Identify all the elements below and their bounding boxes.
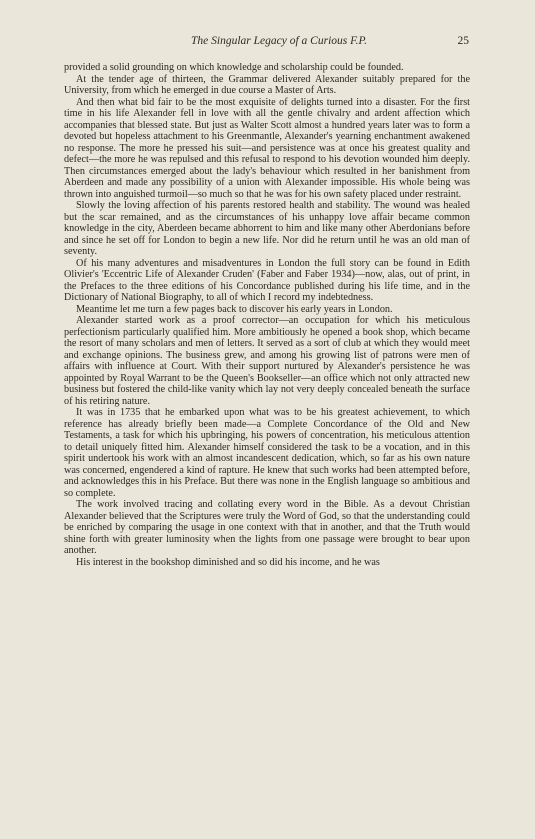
paragraph: Slowly the loving affection of his parents restored health and stability. The wound was healed but the scar remained, and as the circumstances of his unhappy love affair became common knowledge in the city, Aberdeen became abhorrent to him and like many other Aberdonians before and since he set off for London to begin a new life. Nor did he return until he was an old man of seventy. xyxy=(64,200,470,257)
paragraph: The work involved tracing and collating every word in the Bible. As a devout Christian Alexander believed that the Scriptures were truly the Word of God, so that the understanding could be enriched by comparing the usage in one context with that in another, and that the Truth would shine forth with greater luminosity when the lights from one passage were brought to bear upon another. xyxy=(64,499,470,556)
running-title: The Singular Legacy of a Curious F.P. xyxy=(191,35,367,47)
paragraph: It was in 1735 that he embarked upon what was to be his greatest achievement, to which reference has already briefly been made—a Complete Concordance of the Old and New Testaments, a task for which his upbringing, his powers of concentration, his meticulous attention to detail uniquely fitted him. Alexander himself considered the task to be a vocation, and in this spirit undertook his work with an almost incandescent dedication, which, so far as his own nature was concerned, engendered a kind of rapture. He knew that such works had been attempted before, and acknowledges this in his Preface. But there was none in the English language so ambitious and so complete. xyxy=(64,407,470,499)
paragraph: Meantime let me turn a few pages back to discover his early years in London. xyxy=(76,303,393,315)
body-text xyxy=(64,62,470,568)
paragraph: His interest in the bookshop diminished and so did his income, and he was xyxy=(76,556,380,568)
paragraph: At the tender age of thirteen, the Grammar delivered Alexander suitably prepared for the University, from which he emerged in due course a Master of Arts. xyxy=(64,73,470,96)
page-number: 25 xyxy=(457,35,469,47)
paragraph: Of his many adventures and misadventures in London the full story can be found in Edith Olivier's 'Eccentric Life of Alexander Cruden' (Faber and Faber 1934)—now, alas, out of print, in the Prefaces to the three editions of his Concordance published during his life time, and in the Dictionary of National Biography, to all of which I record my indebtedness. xyxy=(64,257,470,303)
paragraph: Alexander started work as a proof corrector—an occupation for which his meticulous perfectionism particularly qualified him. More ambitiously he opened a book shop, which became the resort of many scholars and men of letters. It served as a sort of club at which they would meet and exchange opinions. The business grew, and among his growing list of patrons were men of affairs with influence at Court. With their support nurtured by Alexander's persistence he was appointed by Royal Warrant to be the Queen's Bookseller—an office which not only attracted new business but fostered the child-like vanity which lay not very deeply concealed beneath the surface of his retiring nature. xyxy=(64,315,470,407)
paragraph: provided a solid grounding on which knowledge and scholarship could be founded. xyxy=(64,62,404,73)
paragraph: And then what bid fair to be the most exquisite of delights turned into a disaster. For the first time in his life Alexander fell in love with all the gentle chivalry and ardent affection which accompanies that blessed state. But just as Walter Scott almost a hundred years later was to form a devoted but hopeless attachment to his Greenmantle, Alexander's yearning enchantment awakened no response. The more he pressed his suit—and persistence was at once his greatest quality and defect—the more he was repulsed and this refusal to respond to his devotion wounded him deeply. Then circumstances emerged about the lady's behaviour which resulted in her banishment from Aberdeen and made any possibility of a union with Alexander impossible. His whole being was thrown into anguished turmoil—so much so that he was for his own safety placed under restraint. xyxy=(64,96,470,200)
